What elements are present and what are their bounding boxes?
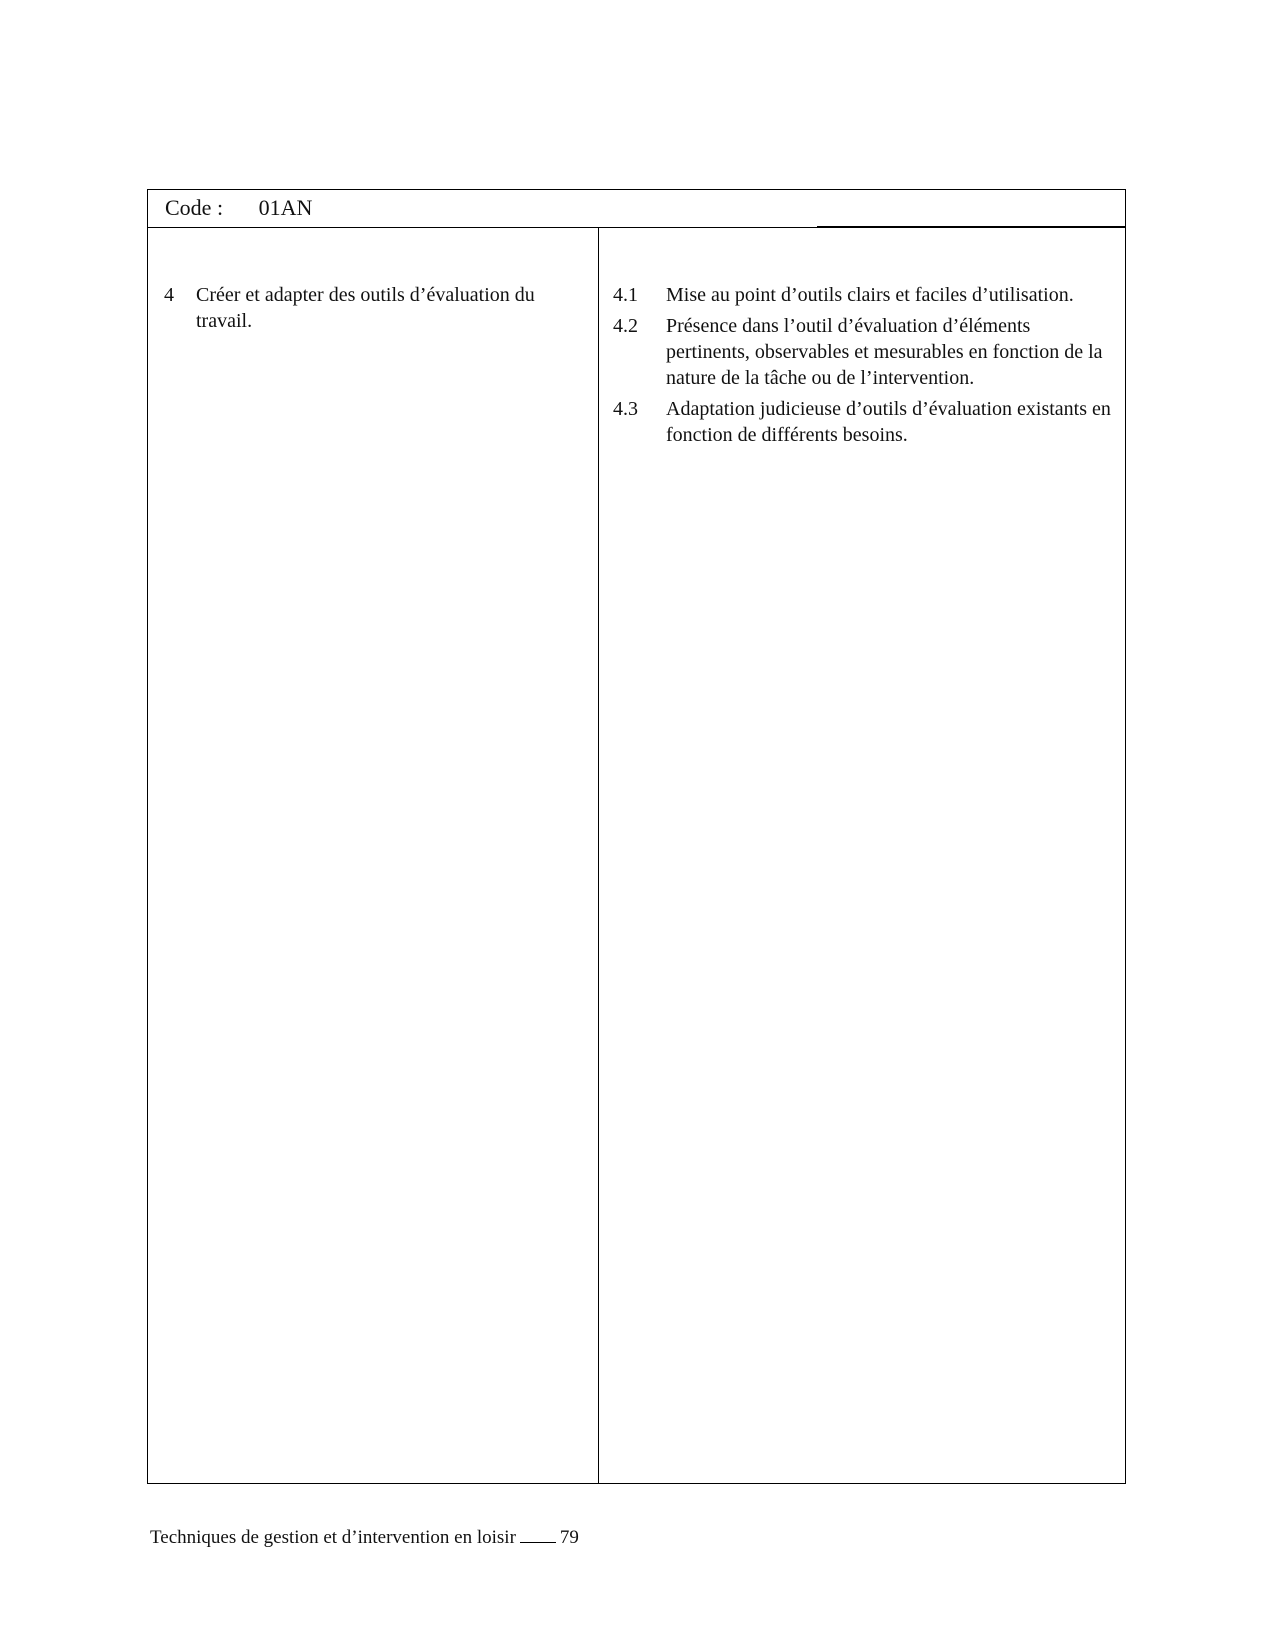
criterion-text: Adaptation judicieuse d’outils d’évaluation existants en fonction de différents besoins. bbox=[666, 398, 1111, 446]
criterion-item bbox=[613, 282, 1113, 308]
criterion-number: 4.2 bbox=[613, 315, 638, 337]
competency-table bbox=[147, 189, 1126, 1484]
header-divider bbox=[148, 227, 1125, 228]
criterion-text: Présence dans l’outil d’évaluation d’éléments pertinents, observables et mesurables en fonction de la nature de la tâche ou de l’intervention. bbox=[666, 315, 1103, 389]
element-of-competency bbox=[164, 282, 584, 334]
footer-leader-line bbox=[520, 1542, 556, 1543]
element-text: Créer et adapter des outils d’évaluation du travail. bbox=[196, 284, 535, 332]
element-number: 4 bbox=[164, 284, 174, 306]
criterion-number: 4.1 bbox=[613, 284, 638, 306]
code-header bbox=[165, 195, 312, 221]
header-divider-right bbox=[817, 226, 1125, 227]
page-footer bbox=[150, 1527, 579, 1549]
criterion-number: 4.3 bbox=[613, 398, 638, 420]
footer-page-number: 79 bbox=[559, 1527, 579, 1548]
code-label: Code : bbox=[165, 195, 224, 220]
column-divider bbox=[598, 227, 599, 1483]
performance-criteria bbox=[613, 282, 1113, 453]
code-value: 01AN bbox=[258, 195, 313, 220]
criterion-text: Mise au point d’outils clairs et faciles d’utilisation. bbox=[666, 284, 1074, 306]
criterion-item bbox=[613, 396, 1113, 448]
criterion-item bbox=[613, 313, 1113, 391]
footer-program: Techniques de gestion et d’intervention en loisir bbox=[150, 1527, 516, 1548]
